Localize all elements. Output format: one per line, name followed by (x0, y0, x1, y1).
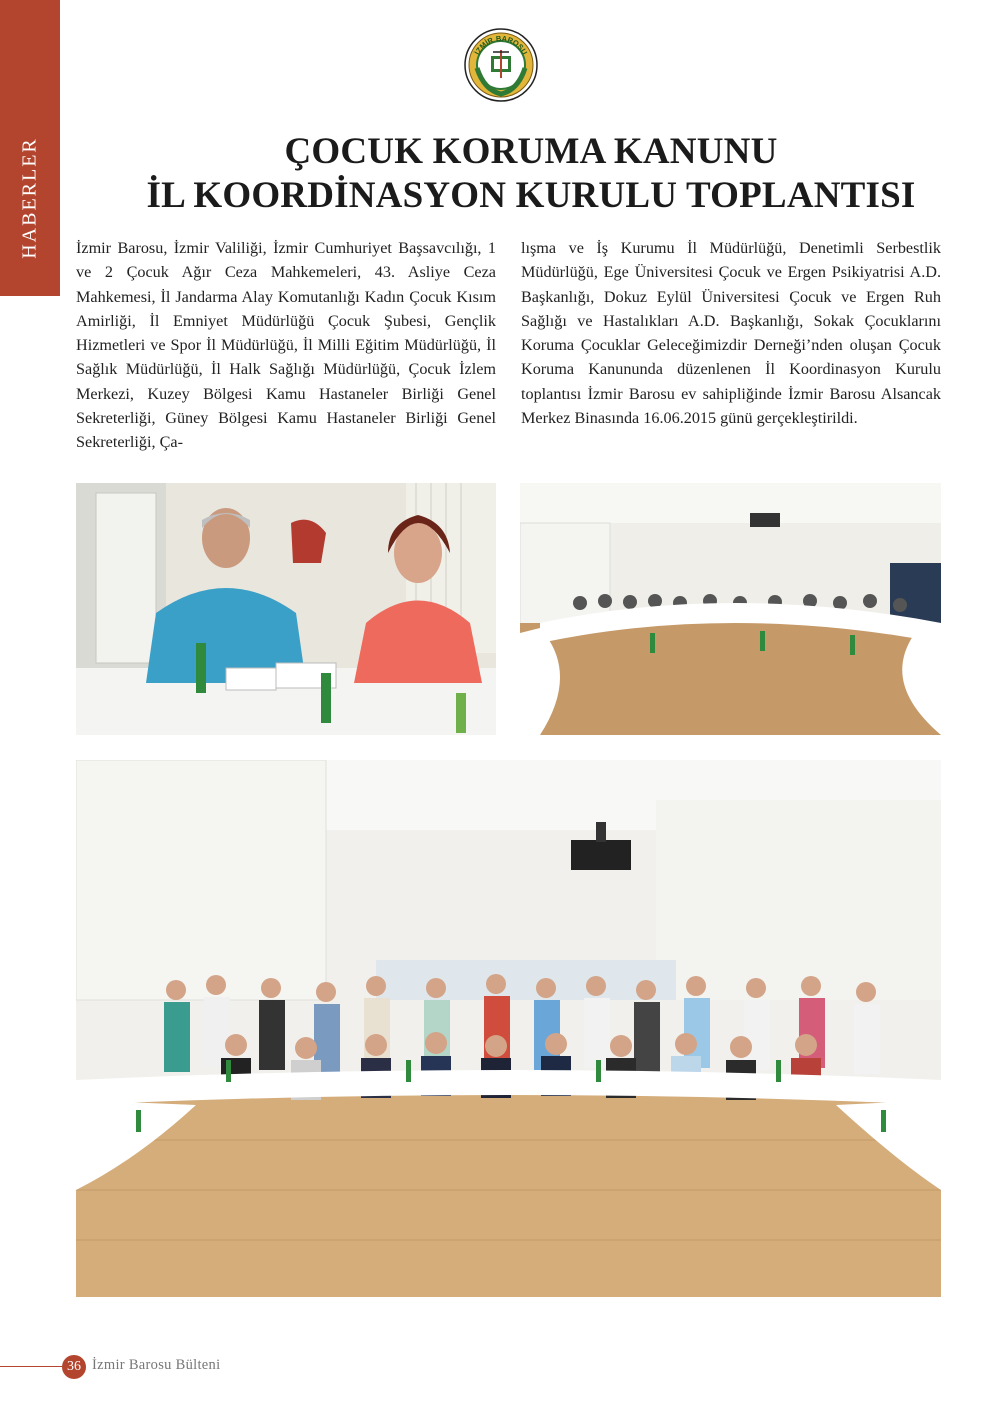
title-line-1: ÇOCUK KORUMA KANUNU (284, 131, 778, 172)
logo-text: İZMİR BAROSU (472, 33, 530, 57)
title-line-2: İL KOORDİNASYON KURULU TOPLANTISI (146, 175, 916, 216)
photo-group (76, 760, 941, 1297)
photo-meeting-room (520, 483, 941, 735)
body-left-column: İzmir Barosu, İzmir Valiliği, İzmir Cumhuriyet Başsavcılığı, 1 ve 2 Çocuk Ağır Ceza Mahkemeleri, 43. Asliye Ceza Mahkemesi, İl Jandarma Alay Komutanlığı Kadın Çocuk Kısım Amirliği, İl Emniyet Müdürlüğü Çocuk Şubesi, Gençlik Hizmetleri ve Spor İl Müdürlüğü, İl Milli Eğitim Müdürlüğü, İl Sağlık Müdürlüğü, İl Halk Sağlığı Müdürlüğü, Çocuk İzlem Merkezi, Kuzey Bölgesi Kamu Hastaneler Birliği Genel Sekreterliği, Güney Bölgesi Kamu Hastaneler Birliği Genel Sekreterliği, Ça- (76, 239, 496, 452)
section-tab (0, 0, 60, 296)
body-right-column: lışma ve İş Kurumu İl Müdürlüğü, Denetimli Serbestlik Müdürlüğü, Ege Üniversitesi Çocuk ve Ergen Psikiyatrisi A.D. Başkanlığı, Dokuz Eylül Üniversitesi Çocuk ve Ergen Ruh Sağlığı ve Hastalıkları A.D. Başkanlığı, Sokak Çocuklarını Koruma Çocuklar Geleceğimizdir Derneği’nden oluşan Çocuk Koruma Kanununda düzenlenen İl Koordinasyon Kurulu toplantısı İzmir Barosu ev sahipliğinde İzmir Barosu Alsancak Merkez Binasında 16.06.2015 günü gerçekleştirildi. (521, 239, 941, 428)
publication-name: İzmir Barosu Bülteni (92, 1357, 221, 1373)
page-number: 36 (62, 1355, 86, 1379)
article-title (60, 130, 1002, 218)
photo-two-officials (76, 483, 496, 735)
footer-rule (0, 1366, 62, 1367)
izmir-barosu-logo (464, 28, 538, 102)
section-tab-label: HABERLER (18, 137, 41, 259)
